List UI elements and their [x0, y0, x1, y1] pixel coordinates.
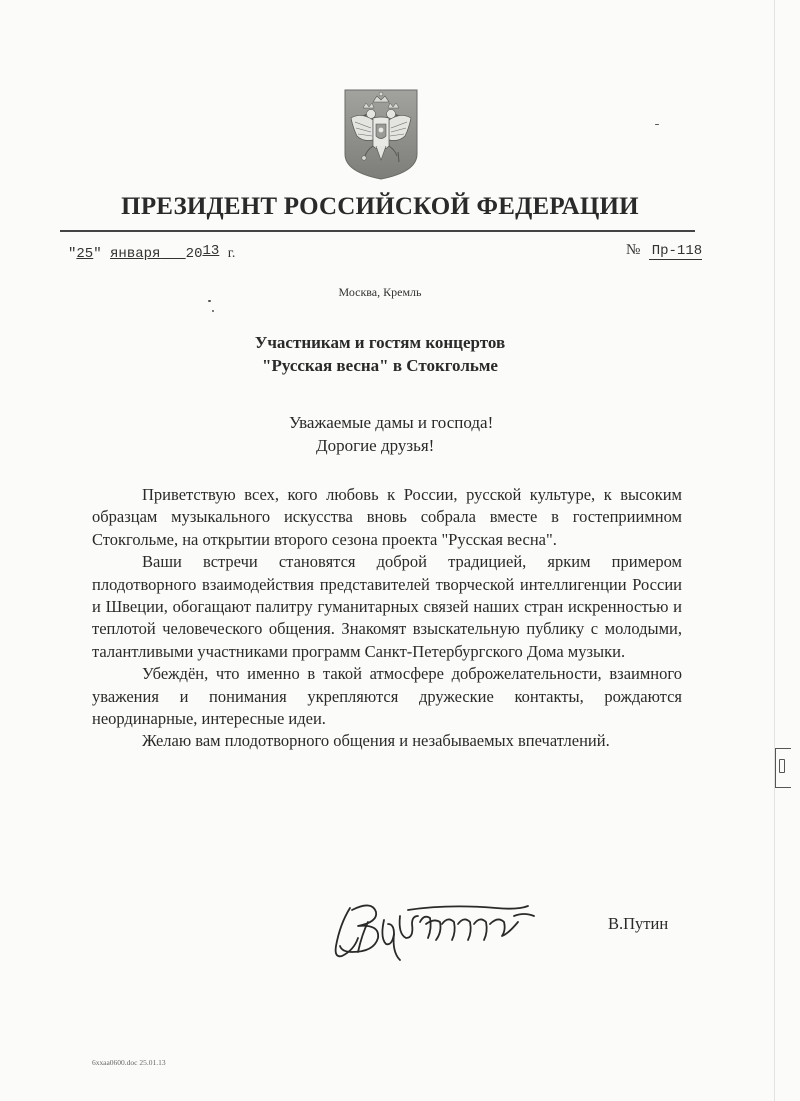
scan-edge: [774, 0, 775, 1101]
scan-speck: [208, 300, 211, 302]
letter-heading-line-2: "Русская весна" в Стокгольме: [262, 356, 498, 375]
date-quote-close: ": [93, 246, 102, 262]
date-year-suffix: 13: [202, 243, 220, 259]
issuer-title: ПРЕЗИДЕНТ РОССИЙСКОЙ ФЕДЕРАЦИИ: [121, 193, 639, 220]
document-date: [68, 243, 236, 262]
signer-name: В.Путин: [608, 914, 669, 933]
body-paragraph: Убеждён, что именно в такой атмосфере доброжелательности, взаимного уважения и понимания укрепляются дружеские контакты, рождаются неординарные, интересные идеи.: [92, 664, 682, 729]
header-divider: [60, 230, 695, 232]
letter-body: [92, 484, 682, 753]
file-reference: 6ххаа0600.doc 25.01.13: [92, 1058, 166, 1067]
body-paragraph: Желаю вам плодотворного общения и незабываемых впечатлений.: [142, 731, 610, 751]
letter-heading-line-1: Участникам и гостям концертов: [254, 333, 506, 352]
document-number: [626, 242, 702, 259]
marker-inner-box: [779, 759, 785, 773]
date-month: января: [110, 246, 161, 262]
date-quote-open: ": [68, 246, 77, 262]
date-unit: г.: [227, 246, 236, 261]
russian-coat-of-arms-icon: [343, 88, 419, 180]
scan-speck: [655, 124, 659, 125]
date-gap: [160, 246, 185, 262]
scan-speck: [212, 310, 214, 312]
date-year-prefix: 20: [185, 246, 203, 262]
date-day: 25: [76, 246, 94, 262]
salutation-line-2: Дорогие друзья!: [316, 436, 435, 455]
scanner-edge-marker: [775, 748, 791, 788]
number-value: Пр-118: [649, 243, 702, 260]
body-paragraph: Ваши встречи становятся доброй традицией, ярким примером плодотворного взаимодействия представителей творческой интеллигенции России и Швеции, обогащают палитру гуманитарных связей наших стран искренностью и теплотой человеческого общения. Знакомят взыскательную публику с молодыми, талантливыми участниками программ Санкт-Петербургского Дома музыки.: [92, 552, 682, 661]
issue-place: Москва, Кремль: [338, 285, 422, 299]
salutation-line-1: Уважаемые дамы и господа!: [289, 413, 494, 432]
handwritten-signature-icon: [328, 894, 548, 966]
body-paragraph: Приветствую всех, кого любовь к России, русской культуре, к высоким образцам музыкального искусства вновь собрала вместе в гостеприимном Стокгольме, на открытии второго сезона проекта "Русская весна".: [92, 485, 682, 549]
number-sign: №: [626, 242, 641, 258]
